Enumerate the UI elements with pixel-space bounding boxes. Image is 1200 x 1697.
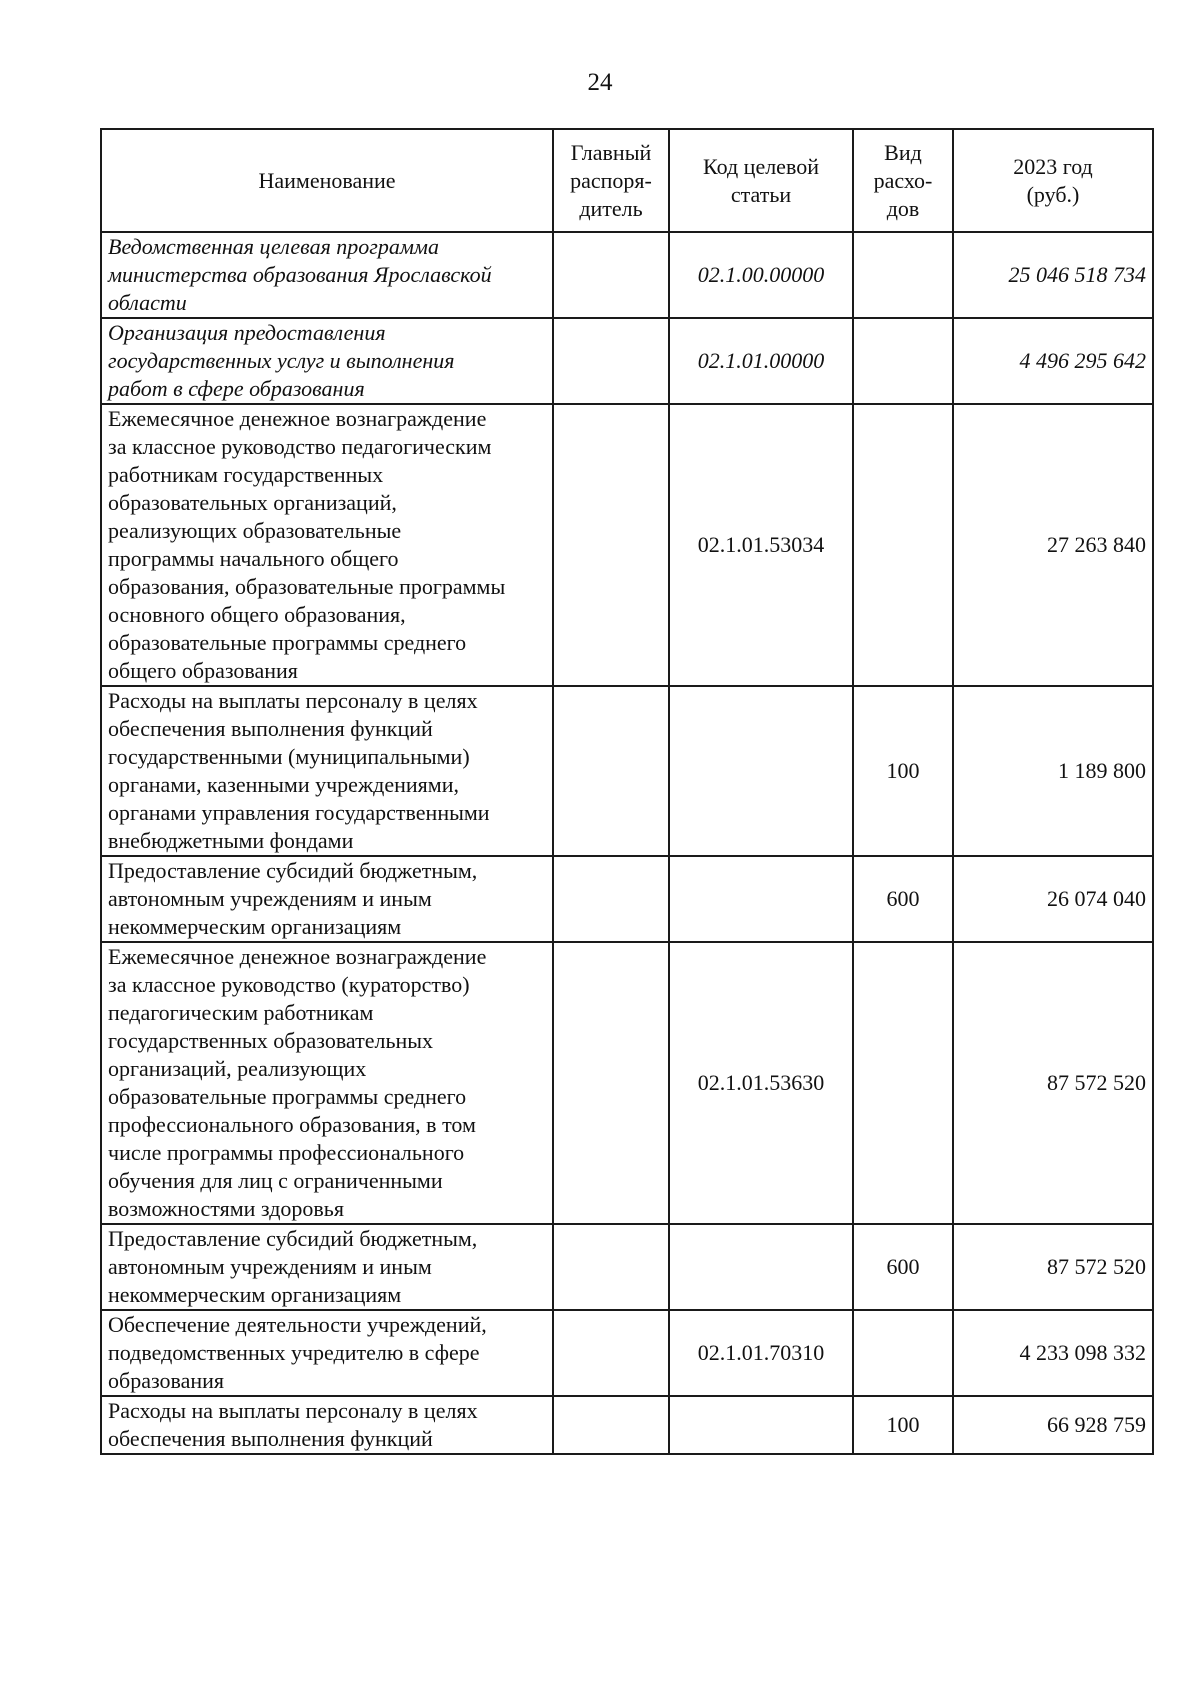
row-name-line: педагогическим работникам <box>108 1000 374 1025</box>
row-vid-cell <box>853 942 953 1224</box>
row-name-line: Ежемесячное денежное вознаграждение <box>108 944 487 969</box>
row-amount-cell: 27 263 840 <box>953 404 1153 686</box>
table-row <box>101 942 1153 1224</box>
row-grbs-cell <box>553 1396 669 1454</box>
row-amount-cell: 1 189 800 <box>953 686 1153 856</box>
row-code-cell: 02.1.01.00000 <box>669 318 853 404</box>
row-code-cell <box>669 1396 853 1454</box>
row-grbs-cell <box>553 232 669 318</box>
row-name-line: образовательные программы среднего <box>108 1084 467 1109</box>
table-row <box>101 232 1153 318</box>
table-row <box>101 1310 1153 1396</box>
row-amount-cell: 26 074 040 <box>953 856 1153 942</box>
row-name-line: профессионального образования, в том <box>108 1112 476 1137</box>
row-name-line: Ежемесячное денежное вознаграждение <box>108 406 487 431</box>
row-grbs-cell <box>553 942 669 1224</box>
row-vid-cell <box>853 1310 953 1396</box>
row-name-line: программы начального общего <box>108 546 399 571</box>
row-name-line: Расходы на выплаты персоналу в целях <box>108 1398 478 1423</box>
header-grbs-line: Главный <box>570 139 652 165</box>
row-amount-cell: 25 046 518 734 <box>953 232 1153 318</box>
row-name-cell <box>101 1224 553 1310</box>
row-name-line: государственных образовательных <box>108 1028 434 1053</box>
row-name-line: внебюджетными фондами <box>108 828 354 853</box>
row-grbs-cell <box>553 686 669 856</box>
row-name-line: работ в сфере образования <box>108 376 365 401</box>
header-vid-line: Вид <box>884 139 922 165</box>
row-name-line: автономным учреждениям и иным <box>108 1254 432 1279</box>
row-name-line: Ведомственная целевая программа <box>108 234 439 259</box>
row-name-cell <box>101 856 553 942</box>
row-name-cell <box>101 686 553 856</box>
row-amount-cell: 87 572 520 <box>953 942 1153 1224</box>
row-name-cell <box>101 404 553 686</box>
header-vid-line: дов <box>886 195 920 221</box>
row-name-line: организаций, реализующих <box>108 1056 367 1081</box>
row-grbs-cell <box>553 1310 669 1396</box>
header-grbs-line: дитель <box>579 195 643 221</box>
table-row <box>101 404 1153 686</box>
header-vid-line: расхо- <box>873 167 933 193</box>
table-row <box>101 1224 1153 1310</box>
row-code-cell <box>669 1224 853 1310</box>
header-amount <box>953 129 1153 232</box>
row-name-line: обеспечения выполнения функций <box>108 716 433 741</box>
row-amount-cell: 87 572 520 <box>953 1224 1153 1310</box>
row-name-cell <box>101 1396 553 1454</box>
row-code-cell: 02.1.01.53034 <box>669 404 853 686</box>
row-name-line: министерства образования Ярославской <box>108 262 492 287</box>
header-code-line: статьи <box>730 181 792 207</box>
row-name-line: основного общего образования, <box>108 602 406 627</box>
row-code-cell <box>669 686 853 856</box>
row-vid-cell: 600 <box>853 1224 953 1310</box>
row-name-line: обучения для лиц с ограниченными <box>108 1168 443 1193</box>
row-name-line: Расходы на выплаты персоналу в целях <box>108 688 478 713</box>
row-grbs-cell <box>553 1224 669 1310</box>
row-name-line: органами, казенными учреждениями, <box>108 772 459 797</box>
row-name-cell <box>101 232 553 318</box>
row-name-line: Предоставление субсидий бюджетным, <box>108 858 478 883</box>
row-vid-cell: 600 <box>853 856 953 942</box>
page-number: 24 <box>587 69 613 96</box>
row-name-line: общего образования <box>108 658 298 683</box>
row-name-line: автономным учреждениям и иным <box>108 886 432 911</box>
row-name-cell <box>101 942 553 1224</box>
header-code-line: Код целевой <box>703 153 819 179</box>
row-name-line: обеспечения выполнения функций <box>108 1426 433 1451</box>
row-name-line: Предоставление субсидий бюджетным, <box>108 1226 478 1251</box>
table-row <box>101 1396 1153 1454</box>
row-name-line: возможностями здоровья <box>108 1196 344 1221</box>
row-name-line: за классное руководство (кураторство) <box>108 972 470 997</box>
header-amount-line: 2023 год <box>1013 153 1093 179</box>
row-grbs-cell <box>553 856 669 942</box>
row-vid-cell: 100 <box>853 686 953 856</box>
table-body <box>101 232 1153 1454</box>
row-name-line: образовательные программы среднего <box>108 630 467 655</box>
row-name-line: образовательных организаций, <box>108 490 397 515</box>
table-row <box>101 686 1153 856</box>
row-name-line: Обеспечение деятельности учреждений, <box>108 1312 487 1337</box>
header-grbs <box>553 129 669 232</box>
row-name-line: некоммерческим организациям <box>108 1282 402 1307</box>
table-row <box>101 856 1153 942</box>
row-name-line: работникам государственных <box>108 462 384 487</box>
row-code-cell: 02.1.01.53630 <box>669 942 853 1224</box>
row-grbs-cell <box>553 318 669 404</box>
budget-table <box>100 128 1154 1455</box>
row-vid-cell: 100 <box>853 1396 953 1454</box>
row-name-line: числе программы профессионального <box>108 1140 465 1165</box>
row-name-line: образования <box>108 1368 225 1393</box>
row-vid-cell <box>853 232 953 318</box>
row-name-cell <box>101 318 553 404</box>
row-vid-cell <box>853 404 953 686</box>
header-amount-line: (руб.) <box>1026 181 1080 207</box>
header-vid <box>853 129 953 232</box>
row-amount-cell: 4 496 295 642 <box>953 318 1153 404</box>
header-code <box>669 129 853 232</box>
table-header-row <box>101 129 1153 232</box>
header-grbs-line: распоря- <box>570 167 652 193</box>
row-vid-cell <box>853 318 953 404</box>
row-name-line: области <box>108 290 187 315</box>
row-name-line: некоммерческим организациям <box>108 914 402 939</box>
row-name-line: образования, образовательные программы <box>108 574 506 599</box>
row-code-cell <box>669 856 853 942</box>
row-name-line: Организация предоставления <box>108 320 386 345</box>
row-name-cell <box>101 1310 553 1396</box>
row-code-cell: 02.1.00.00000 <box>669 232 853 318</box>
row-name-line: реализующих образовательные <box>108 518 402 543</box>
row-name-line: государственными (муниципальными) <box>108 744 470 769</box>
row-name-line: органами управления государственными <box>108 800 490 825</box>
row-amount-cell: 66 928 759 <box>953 1396 1153 1454</box>
row-code-cell: 02.1.01.70310 <box>669 1310 853 1396</box>
row-name-line: государственных услуг и выполнения <box>108 348 455 373</box>
row-name-line: подведомственных учредителю в сфере <box>108 1340 480 1365</box>
table-row <box>101 318 1153 404</box>
row-name-line: за классное руководство педагогическим <box>108 434 492 459</box>
header-name: Наименование <box>101 129 553 232</box>
row-amount-cell: 4 233 098 332 <box>953 1310 1153 1396</box>
row-grbs-cell <box>553 404 669 686</box>
